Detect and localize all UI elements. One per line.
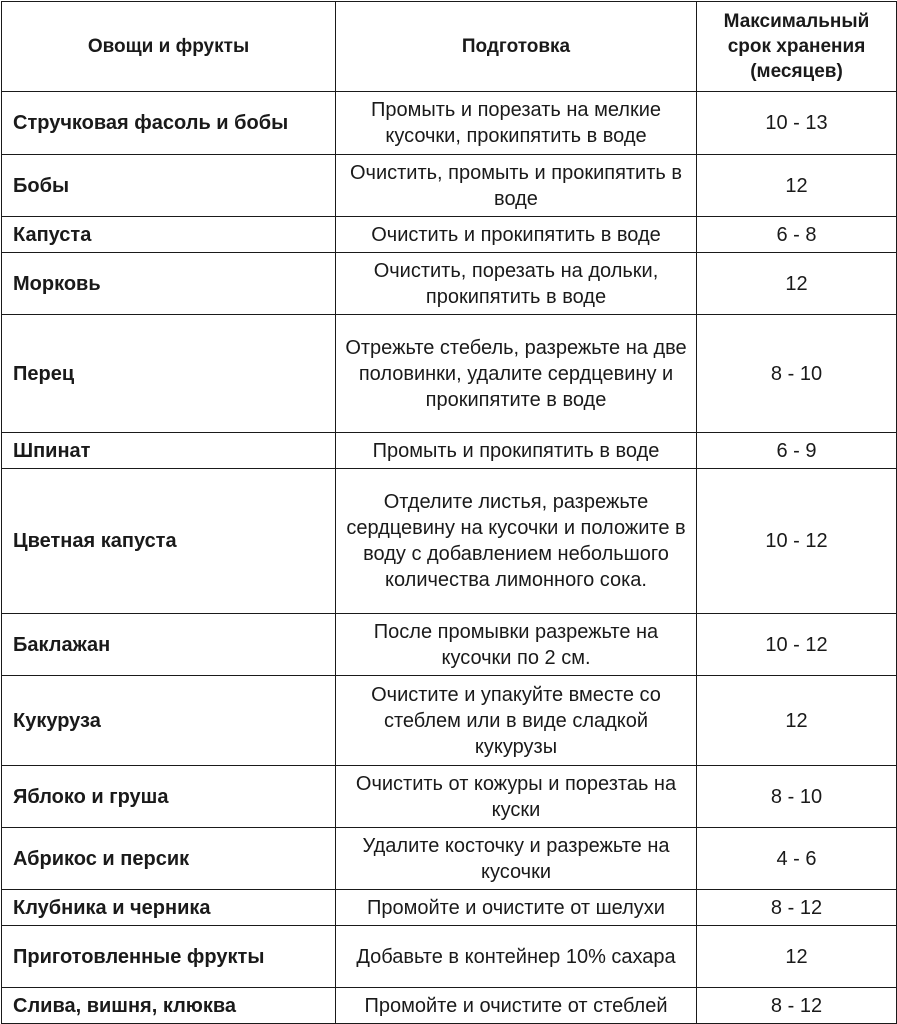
table-row: [2, 676, 897, 766]
product-name: Баклажан: [2, 614, 336, 676]
product-name: Шпинат: [2, 433, 336, 469]
preparation-text: После промывки разрежьте на кусочки по 2 см.: [336, 614, 697, 676]
storage-term: 12: [697, 253, 897, 315]
product-name: Цветная капуста: [2, 469, 336, 614]
product-name: Абрикос и персик: [2, 828, 336, 890]
preparation-text: Очистить и прокипятить в воде: [336, 217, 697, 253]
preparation-text: Отрежьте стебель, разрежьте на две половинки, удалите сердцевину и прокипятите в воде: [336, 315, 697, 433]
table-body: [2, 92, 897, 1024]
table-row: [2, 92, 897, 155]
product-name: Капуста: [2, 217, 336, 253]
storage-term: 10 - 13: [697, 92, 897, 155]
preparation-text: Добавьте в контейнер 10% сахара: [336, 926, 697, 988]
storage-term: 8 - 12: [697, 988, 897, 1024]
table-row: [2, 766, 897, 828]
storage-term: 10 - 12: [697, 469, 897, 614]
table-header: [2, 2, 897, 92]
header-products: Овощи и фрукты: [2, 2, 336, 92]
preparation-text: Очистите и упакуйте вместе со стеблем или в виде сладкой кукурузы: [336, 676, 697, 766]
preparation-text: Очистить, промыть и прокипятить в воде: [336, 155, 697, 217]
preparation-text: Отделите листья, разрежьте сердцевину на кусочки и положите в воду с добавлением небольшого количества лимонного сока.: [336, 469, 697, 614]
table-row: [2, 988, 897, 1024]
storage-term: 6 - 9: [697, 433, 897, 469]
storage-term: 6 - 8: [697, 217, 897, 253]
storage-term: 8 - 10: [697, 315, 897, 433]
table-row: [2, 890, 897, 926]
preparation-text: Очистить, порезать на дольки, прокипятить в воде: [336, 253, 697, 315]
storage-term: 8 - 12: [697, 890, 897, 926]
preparation-text: Очистить от кожуры и порезтаь на куски: [336, 766, 697, 828]
preparation-text: Промыть и порезать на мелкие кусочки, прокипятить в воде: [336, 92, 697, 155]
preparation-text: Промыть и прокипятить в воде: [336, 433, 697, 469]
product-name: Яблоко и груша: [2, 766, 336, 828]
product-name: Перец: [2, 315, 336, 433]
table-row: [2, 217, 897, 253]
preparation-text: Удалите косточку и разрежьте на кусочки: [336, 828, 697, 890]
storage-term: 4 - 6: [697, 828, 897, 890]
table-row: [2, 433, 897, 469]
storage-term: 8 - 10: [697, 766, 897, 828]
storage-term: 12: [697, 926, 897, 988]
product-name: Клубника и черника: [2, 890, 336, 926]
storage-term: 12: [697, 155, 897, 217]
header-storage-term: Максимальный срок хранения (месяцев): [697, 2, 897, 92]
product-name: Кукуруза: [2, 676, 336, 766]
header-row: [2, 2, 897, 92]
header-preparation: Подготовка: [336, 2, 697, 92]
storage-term: 10 - 12: [697, 614, 897, 676]
table-row: [2, 926, 897, 988]
product-name: Стручковая фасоль и бобы: [2, 92, 336, 155]
table-row: [2, 253, 897, 315]
preparation-text: Промойте и очистите от стеблей: [336, 988, 697, 1024]
table-row: [2, 155, 897, 217]
product-name: Слива, вишня, клюква: [2, 988, 336, 1024]
table-row: [2, 469, 897, 614]
preparation-text: Промойте и очистите от шелухи: [336, 890, 697, 926]
product-name: Приготовленные фрукты: [2, 926, 336, 988]
storage-table: [1, 1, 897, 1024]
table-row: [2, 315, 897, 433]
table-row: [2, 614, 897, 676]
table-row: [2, 828, 897, 890]
storage-term: 12: [697, 676, 897, 766]
product-name: Бобы: [2, 155, 336, 217]
product-name: Морковь: [2, 253, 336, 315]
